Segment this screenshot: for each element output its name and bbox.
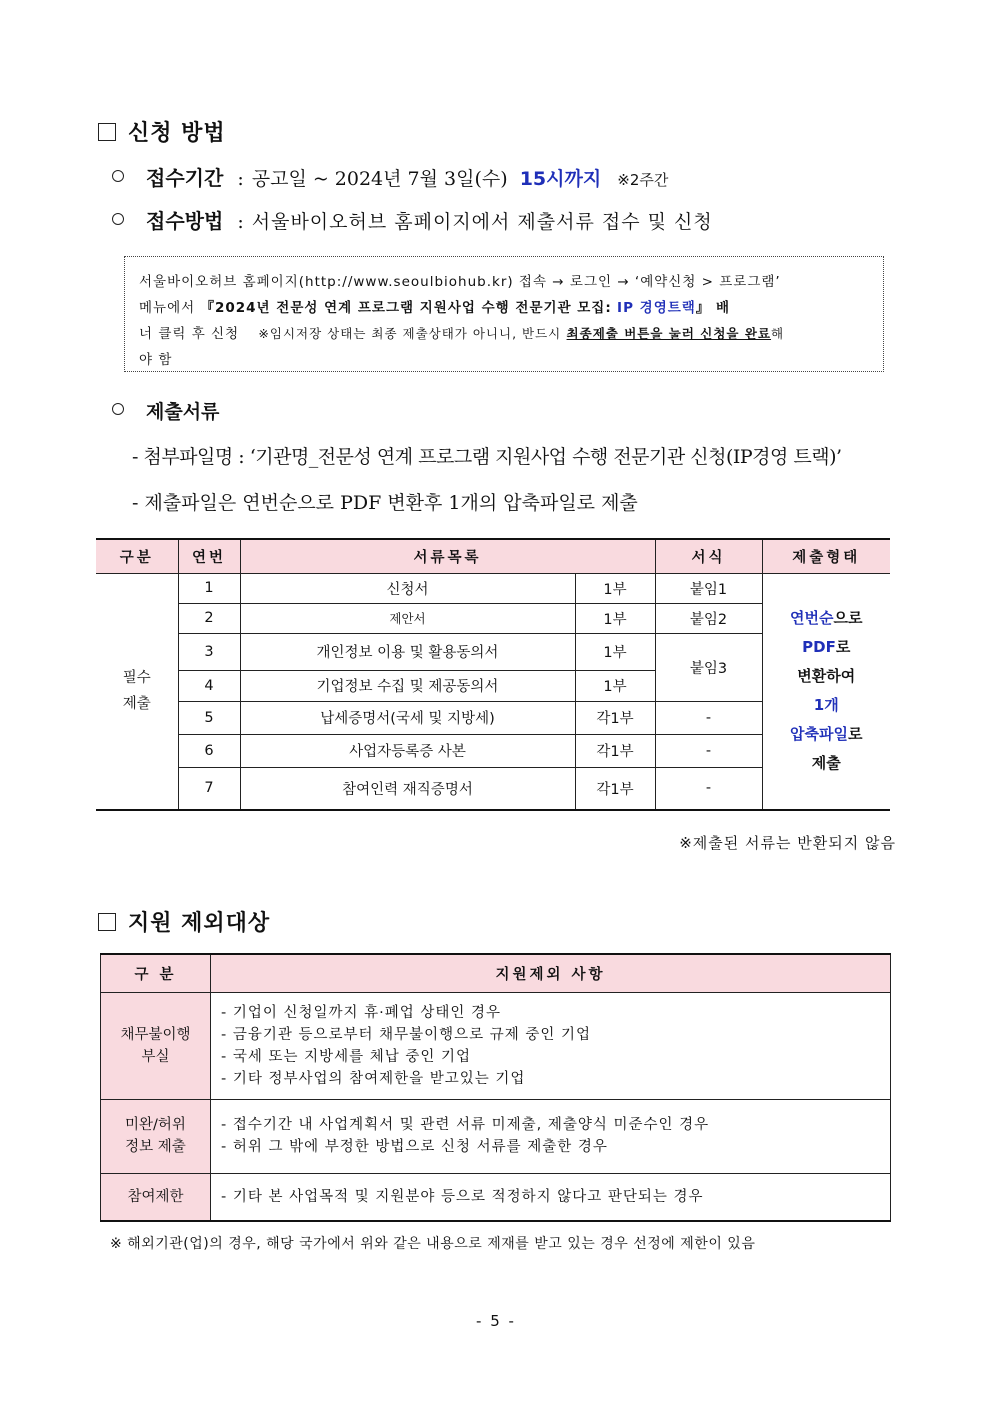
row-doc-name: 참여인력 재직증명서 [240,767,575,810]
period-note: ※2주간 [617,171,669,189]
notice-ip-track: IP 경영트랙 [617,300,696,316]
section-title-apply [98,116,226,147]
table-row [101,1173,891,1221]
category-line1: 필수 [122,670,151,687]
submit-order-suffix: 으로 [833,609,863,628]
row-doc-name: 신청서 [240,573,575,603]
list-item: - 허위 그 밖에 부정한 방법으로 신청 서류를 제출한 경우 [221,1139,608,1155]
submit-zip-suffix: 로 [847,725,863,744]
row-doc-name: 제안서 [240,603,575,633]
exclusion-table [100,953,891,1222]
section-title-exclusion [98,906,270,937]
notice-final-submit: 최종제출 버튼을 눌러 신청을 완료 [566,326,772,341]
submit-form-cell [762,573,890,810]
category-line1: 미완/허위 [125,1117,186,1133]
row-no: 3 [178,633,240,670]
row-category [101,1173,211,1221]
row-qty: 1부 [575,670,655,701]
period-sep: : [237,168,244,190]
category-line2: 제출 [122,696,151,713]
row-no: 2 [178,603,240,633]
row-qty: 각1부 [575,767,655,810]
notice-line2-end: 』 배 [695,300,731,316]
row-no: 4 [178,670,240,701]
row-items [211,992,891,1099]
table-row [101,992,891,1099]
row-no: 6 [178,734,240,767]
table-header-row [101,954,891,992]
row-no: 1 [178,573,240,603]
notice-box [124,256,884,372]
header-submit-form: 제출형태 [762,539,890,573]
row-doc-name: 납세증명서(국세 및 지방세) [240,701,575,734]
category-required [96,573,178,810]
list-item: - 기타 본 사업목적 및 지원분야 등으로 적정하지 않다고 판단되는 경우 [221,1188,704,1205]
row-qty: 1부 [575,573,655,603]
header-doc-list: 서류목록 [240,539,655,573]
submit-final: 제출 [811,754,841,773]
row-qty: 1부 [575,633,655,670]
header-exclusion: 지원제외 사항 [211,954,891,992]
row-form: - [655,701,762,734]
table-row [101,1099,891,1173]
docs-item-pdf: - 제출파일은 연번순으로 PDF 변환후 1개의 압축파일로 제출 [132,492,638,514]
notice-line3-pre: 너 클릭 후 신청 [139,326,240,342]
docs-bullet [112,397,219,424]
row-doc-name: 개인정보 이용 및 활용동의서 [240,633,575,670]
list-item: - 기업이 신청일까지 휴·폐업 상태인 경우 [221,1004,501,1021]
method-bullet [112,205,713,234]
notice-line3-note: ※임시저장 상태는 최종 제출상태가 아니니, 반드시 [258,326,562,341]
submit-convert: 변환하여 [797,667,856,686]
header-category: 구 분 [101,954,211,992]
header-no: 연번 [178,539,240,573]
list-item: - 접수기간 내 사업계획서 및 관련 서류 미제출, 제출양식 미준수인 경우 [221,1117,710,1133]
circle-bullet-icon [112,213,124,225]
notice-line2-pre: 메뉴에서 [139,300,196,316]
row-doc-name: 기업정보 수집 및 제공동의서 [240,670,575,701]
method-label: 접수방법 [146,209,224,233]
row-category [101,992,211,1099]
period-text: 공고일 ~ 2024년 7월 3일(수) [251,168,508,190]
header-form: 서식 [655,539,762,573]
method-sep: : [237,211,244,233]
row-qty: 1부 [575,603,655,633]
circle-bullet-icon [112,170,124,182]
submit-one: 1개 [813,696,839,715]
row-doc-name: 사업자등록증 사본 [240,734,575,767]
page-number: - 5 - [476,1312,516,1330]
header-category: 구분 [96,539,178,573]
docs-label: 제출서류 [146,401,220,423]
list-item: - 금융기관 등으로부터 채무불이행으로 규제 중인 기업 [221,1026,592,1043]
list-item: - 기타 정부사업의 참여제한을 받고있는 기업 [221,1070,526,1087]
row-items [211,1099,891,1173]
doc-table-footnote: ※제출된 서류는 반환되지 않음 [679,834,896,852]
exclusion-footnote: ※ 해외기관(업)의 경우, 해당 국가에서 위와 같은 내용으로 제재를 받고 있는 경우 선정에 제한이 있음 [110,1236,756,1252]
section-title-text: 지원 제외대상 [128,911,271,936]
row-form: - [655,734,762,767]
circle-bullet-icon [112,403,124,415]
list-item: - 국세 또는 지방세를 체납 중인 기업 [221,1048,471,1065]
row-form: - [655,767,762,810]
notice-line3 [139,321,869,347]
docs-item-filename: - 첨부파일명 : ‘기관명_전문성 연계 프로그램 지원사업 수행 전문기관 신청(IP경영 트랙)’ [132,446,842,468]
category-line2: 정보 제출 [125,1139,186,1155]
submit-pdf-suffix: 로 [835,638,851,657]
table-header-row [96,539,890,573]
row-category [101,1099,211,1173]
submit-zip: 압축파일 [790,725,848,744]
period-deadline: 15시까지 [519,168,602,190]
period-bullet [112,162,668,191]
row-form: 붙임2 [655,603,762,633]
checkbox-square-icon [98,913,116,931]
row-items [211,1173,891,1221]
notice-line1: 서울바이오허브 홈페이지(http://www.seoulbiohub.kr) 접속 → 로그인 → ‘예약신청 > 프로그램’ [139,274,781,290]
row-form: 붙임3 [655,633,762,701]
table-row [96,573,890,603]
period-label: 접수기간 [146,166,224,190]
notice-line2 [139,295,869,321]
row-form: 붙임1 [655,573,762,603]
category-line1: 참여제한 [127,1188,184,1205]
row-qty: 각1부 [575,734,655,767]
row-no: 5 [178,701,240,734]
document-table [96,538,890,811]
notice-line3-end: 해 [771,326,785,341]
notice-line4: 야 함 [139,352,173,368]
category-line2: 부실 [141,1048,170,1065]
notice-line2-bold: 『2024년 전문성 연계 프로그램 지원사업 수행 전문기관 모집: [200,300,612,316]
row-qty: 각1부 [575,701,655,734]
method-text: 서울바이오허브 홈페이지에서 제출서류 접수 및 신청 [251,211,713,233]
checkbox-square-icon [98,123,116,141]
submit-order: 연번순 [790,609,834,628]
section-title-text: 신청 방법 [128,121,226,146]
category-line1: 채무불이행 [120,1026,191,1043]
submit-pdf: PDF [802,638,836,657]
row-no: 7 [178,767,240,810]
